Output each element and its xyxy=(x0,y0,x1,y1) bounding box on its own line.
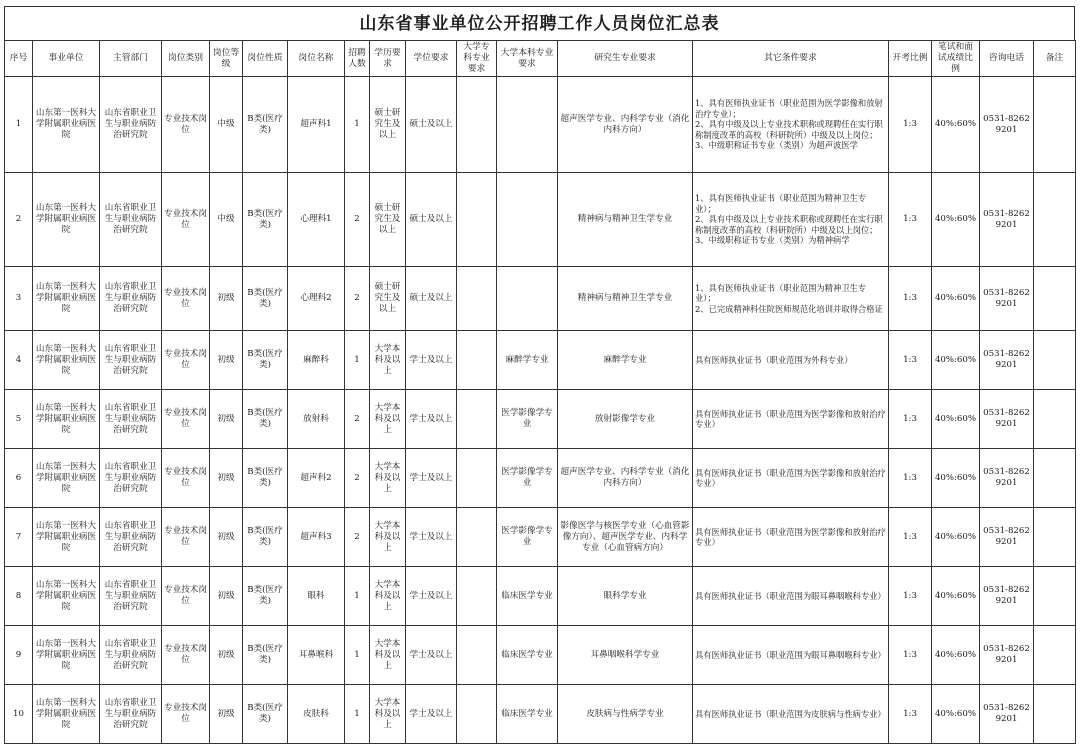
college-major-cell xyxy=(457,267,497,331)
score-ratio-cell: 40%:60% xyxy=(932,77,980,173)
count-cell: 1 xyxy=(345,331,370,390)
level-cell: 初级 xyxy=(210,267,243,331)
table-row xyxy=(5,449,1076,508)
level-cell: 初级 xyxy=(210,626,243,685)
exam-ratio-cell: 1:3 xyxy=(889,173,932,267)
college-major-cell xyxy=(457,449,497,508)
other-requirements-cell: 具有医师执业证书（职业范围为眼耳鼻咽喉科专业） xyxy=(693,567,889,626)
level-cell: 初级 xyxy=(210,390,243,449)
level-cell: 初级 xyxy=(210,449,243,508)
row-number: 7 xyxy=(5,508,33,567)
graduate-major-cell: 精神病与精神卫生学专业 xyxy=(558,267,693,331)
score-ratio-cell: 40%:60% xyxy=(932,173,980,267)
dept-cell: 山东省职业卫生与职业病防治研究院 xyxy=(100,390,162,449)
note-cell xyxy=(1034,173,1076,267)
bachelor-major-cell: 临床医学专业 xyxy=(497,567,558,626)
bachelor-major-cell: 麻醉学专业 xyxy=(497,331,558,390)
bachelor-major-cell xyxy=(497,77,558,173)
post-name-cell: 皮肤科 xyxy=(288,685,345,744)
phone-cell: 0531-82629201 xyxy=(980,77,1034,173)
post-name-cell: 心理科1 xyxy=(288,173,345,267)
college-major-cell xyxy=(457,508,497,567)
phone-cell: 0531-82629201 xyxy=(980,173,1034,267)
graduate-major-cell: 麻醉学专业 xyxy=(558,331,693,390)
phone-cell: 0531-82629201 xyxy=(980,331,1034,390)
degree-cell: 学士及以上 xyxy=(406,390,457,449)
note-cell xyxy=(1034,267,1076,331)
graduate-major-cell: 耳鼻咽喉科学专业 xyxy=(558,626,693,685)
dept-cell: 山东省职业卫生与职业病防治研究院 xyxy=(100,267,162,331)
header-cell: 研究生专业要求 xyxy=(558,41,693,77)
unit-cell: 山东第一医科大学附属职业病医院 xyxy=(33,567,100,626)
category-cell: 专业技术岗位 xyxy=(162,77,210,173)
header-cell: 岗位性质 xyxy=(243,41,288,77)
nature-cell: B类(医疗类) xyxy=(243,77,288,173)
note-cell xyxy=(1034,685,1076,744)
phone-cell: 0531-82629201 xyxy=(980,567,1034,626)
count-cell: 2 xyxy=(345,449,370,508)
nature-cell: B类(医疗类) xyxy=(243,449,288,508)
row-number: 9 xyxy=(5,626,33,685)
nature-cell: B类(医疗类) xyxy=(243,173,288,267)
header-cell: 其它条件要求 xyxy=(693,41,889,77)
dept-cell: 山东省职业卫生与职业病防治研究院 xyxy=(100,173,162,267)
bachelor-major-cell: 医学影像学专业 xyxy=(497,508,558,567)
score-ratio-cell: 40%:60% xyxy=(932,508,980,567)
score-ratio-cell: 40%:60% xyxy=(932,626,980,685)
header-row xyxy=(5,41,1076,77)
header-cell: 事业单位 xyxy=(33,41,100,77)
other-requirements-cell: 1、具有医师执业证书（职业范围为精神卫生专业）； 2、已完成精神科住院医师规范化培训并取得合格证 xyxy=(693,267,889,331)
post-name-cell: 心理科2 xyxy=(288,267,345,331)
degree-cell: 学士及以上 xyxy=(406,508,457,567)
other-requirements-cell: 具有医师执业证书（职业范围为皮肤病与性病专业） xyxy=(693,685,889,744)
dept-cell: 山东省职业卫生与职业病防治研究院 xyxy=(100,331,162,390)
table-row xyxy=(5,626,1076,685)
college-major-cell xyxy=(457,173,497,267)
unit-cell: 山东第一医科大学附属职业病医院 xyxy=(33,173,100,267)
nature-cell: B类(医疗类) xyxy=(243,390,288,449)
score-ratio-cell: 40%:60% xyxy=(932,331,980,390)
table-row xyxy=(5,173,1076,267)
exam-ratio-cell: 1:3 xyxy=(889,331,932,390)
table-row xyxy=(5,685,1076,744)
count-cell: 2 xyxy=(345,508,370,567)
header-cell: 学位要求 xyxy=(406,41,457,77)
score-ratio-cell: 40%:60% xyxy=(932,267,980,331)
education-cell: 大学本科及以上 xyxy=(370,449,406,508)
exam-ratio-cell: 1:3 xyxy=(889,267,932,331)
college-major-cell xyxy=(457,77,497,173)
degree-cell: 硕士及以上 xyxy=(406,267,457,331)
graduate-major-cell: 超声医学专业、内科学专业（消化内科方向） xyxy=(558,449,693,508)
graduate-major-cell: 眼科学专业 xyxy=(558,567,693,626)
header-cell: 笔试和面试成绩比例 xyxy=(932,41,980,77)
category-cell: 专业技术岗位 xyxy=(162,267,210,331)
table-row xyxy=(5,390,1076,449)
dept-cell: 山东省职业卫生与职业病防治研究院 xyxy=(100,685,162,744)
category-cell: 专业技术岗位 xyxy=(162,626,210,685)
page-title: 山东省事业单位公开招聘工作人员岗位汇总表 xyxy=(4,6,1075,40)
row-number: 4 xyxy=(5,331,33,390)
level-cell: 初级 xyxy=(210,331,243,390)
category-cell: 专业技术岗位 xyxy=(162,173,210,267)
note-cell xyxy=(1034,77,1076,173)
degree-cell: 硕士及以上 xyxy=(406,173,457,267)
education-cell: 大学本科及以上 xyxy=(370,567,406,626)
exam-ratio-cell: 1:3 xyxy=(889,626,932,685)
education-cell: 大学本科及以上 xyxy=(370,390,406,449)
unit-cell: 山东第一医科大学附属职业病医院 xyxy=(33,626,100,685)
education-cell: 大学本科及以上 xyxy=(370,685,406,744)
phone-cell: 0531-82629201 xyxy=(980,267,1034,331)
nature-cell: B类(医疗类) xyxy=(243,567,288,626)
table-row xyxy=(5,331,1076,390)
college-major-cell xyxy=(457,390,497,449)
header-cell: 咨询电话 xyxy=(980,41,1034,77)
exam-ratio-cell: 1:3 xyxy=(889,567,932,626)
category-cell: 专业技术岗位 xyxy=(162,567,210,626)
row-number: 8 xyxy=(5,567,33,626)
dept-cell: 山东省职业卫生与职业病防治研究院 xyxy=(100,449,162,508)
bachelor-major-cell: 临床医学专业 xyxy=(497,626,558,685)
category-cell: 专业技术岗位 xyxy=(162,685,210,744)
nature-cell: B类(医疗类) xyxy=(243,626,288,685)
education-cell: 大学本科及以上 xyxy=(370,626,406,685)
phone-cell: 0531-82629201 xyxy=(980,390,1034,449)
other-requirements-cell: 具有医师执业证书（职业范围为医学影像和放射治疗专业） xyxy=(693,449,889,508)
education-cell: 硕士研究生及以上 xyxy=(370,267,406,331)
category-cell: 专业技术岗位 xyxy=(162,449,210,508)
header-cell: 备注 xyxy=(1034,41,1076,77)
other-requirements-cell: 具有医师执业证书（职业范围为医学影像和放射治疗专业） xyxy=(693,508,889,567)
count-cell: 1 xyxy=(345,567,370,626)
other-requirements-cell: 具有医师执业证书（职业范围为眼耳鼻咽喉科专业） xyxy=(693,626,889,685)
education-cell: 大学本科及以上 xyxy=(370,508,406,567)
post-name-cell: 眼科 xyxy=(288,567,345,626)
other-requirements-cell: 1、具有医师执业证书（职业范围为医学影像和放射治疗专业）； 2、具有中级及以上专业技术职称或现聘任在实行职称制度改革的高校（科研院所）中级及以上岗位； 3、中级职称证书专业（类别）为超声波医学 xyxy=(693,77,889,173)
college-major-cell xyxy=(457,626,497,685)
row-number: 1 xyxy=(5,77,33,173)
row-number: 2 xyxy=(5,173,33,267)
note-cell xyxy=(1034,449,1076,508)
count-cell: 1 xyxy=(345,77,370,173)
table-row xyxy=(5,508,1076,567)
post-name-cell: 耳鼻喉科 xyxy=(288,626,345,685)
note-cell xyxy=(1034,626,1076,685)
post-name-cell: 超声科1 xyxy=(288,77,345,173)
exam-ratio-cell: 1:3 xyxy=(889,508,932,567)
header-cell: 岗位名称 xyxy=(288,41,345,77)
degree-cell: 学士及以上 xyxy=(406,567,457,626)
note-cell xyxy=(1034,508,1076,567)
phone-cell: 0531-82629201 xyxy=(980,685,1034,744)
exam-ratio-cell: 1:3 xyxy=(889,449,932,508)
dept-cell: 山东省职业卫生与职业病防治研究院 xyxy=(100,626,162,685)
phone-cell: 0531-82629201 xyxy=(980,449,1034,508)
phone-cell: 0531-82629201 xyxy=(980,626,1034,685)
graduate-major-cell: 皮肤病与性病学专业 xyxy=(558,685,693,744)
post-name-cell: 超声科3 xyxy=(288,508,345,567)
graduate-major-cell: 超声医学专业、内科学专业（消化内科方向） xyxy=(558,77,693,173)
header-cell: 大学本科专业要求 xyxy=(497,41,558,77)
level-cell: 中级 xyxy=(210,77,243,173)
table-row xyxy=(5,77,1076,173)
bachelor-major-cell: 医学影像学专业 xyxy=(497,449,558,508)
unit-cell: 山东第一医科大学附属职业病医院 xyxy=(33,449,100,508)
degree-cell: 学士及以上 xyxy=(406,626,457,685)
header-cell: 招聘人数 xyxy=(345,41,370,77)
post-name-cell: 放射科 xyxy=(288,390,345,449)
graduate-major-cell: 放射影像学专业 xyxy=(558,390,693,449)
unit-cell: 山东第一医科大学附属职业病医院 xyxy=(33,77,100,173)
degree-cell: 学士及以上 xyxy=(406,685,457,744)
count-cell: 2 xyxy=(345,267,370,331)
dept-cell: 山东省职业卫生与职业病防治研究院 xyxy=(100,77,162,173)
exam-ratio-cell: 1:3 xyxy=(889,77,932,173)
bachelor-major-cell: 医学影像学专业 xyxy=(497,390,558,449)
score-ratio-cell: 40%:60% xyxy=(932,449,980,508)
dept-cell: 山东省职业卫生与职业病防治研究院 xyxy=(100,508,162,567)
nature-cell: B类(医疗类) xyxy=(243,685,288,744)
unit-cell: 山东第一医科大学附属职业病医院 xyxy=(33,508,100,567)
row-number: 3 xyxy=(5,267,33,331)
category-cell: 专业技术岗位 xyxy=(162,331,210,390)
note-cell xyxy=(1034,567,1076,626)
score-ratio-cell: 40%:60% xyxy=(932,567,980,626)
degree-cell: 学士及以上 xyxy=(406,331,457,390)
row-number: 5 xyxy=(5,390,33,449)
unit-cell: 山东第一医科大学附属职业病医院 xyxy=(33,390,100,449)
education-cell: 硕士研究生及以上 xyxy=(370,77,406,173)
level-cell: 中级 xyxy=(210,173,243,267)
other-requirements-cell: 1、具有医师执业证书（职业范围为精神卫生专业）； 2、具有中级及以上专业技术职称或现聘任在实行职称制度改革的高校（科研院所）中级及以上岗位； 3、中级职称证书专业（类别）为精神病学 xyxy=(693,173,889,267)
count-cell: 2 xyxy=(345,173,370,267)
category-cell: 专业技术岗位 xyxy=(162,508,210,567)
header-cell: 开考比例 xyxy=(889,41,932,77)
education-cell: 硕士研究生及以上 xyxy=(370,173,406,267)
note-cell xyxy=(1034,331,1076,390)
bachelor-major-cell xyxy=(497,173,558,267)
count-cell: 1 xyxy=(345,626,370,685)
bachelor-major-cell: 临床医学专业 xyxy=(497,685,558,744)
category-cell: 专业技术岗位 xyxy=(162,390,210,449)
exam-ratio-cell: 1:3 xyxy=(889,390,932,449)
header-cell: 学历要求 xyxy=(370,41,406,77)
header-cell: 岗位类别 xyxy=(162,41,210,77)
score-ratio-cell: 40%:60% xyxy=(932,685,980,744)
post-name-cell: 麻醉科 xyxy=(288,331,345,390)
header-cell: 岗位等级 xyxy=(210,41,243,77)
table-row xyxy=(5,567,1076,626)
row-number: 6 xyxy=(5,449,33,508)
header-cell: 主管部门 xyxy=(100,41,162,77)
degree-cell: 硕士及以上 xyxy=(406,77,457,173)
nature-cell: B类(医疗类) xyxy=(243,331,288,390)
college-major-cell xyxy=(457,567,497,626)
other-requirements-cell: 具有医师执业证书（职业范围为外科专业） xyxy=(693,331,889,390)
unit-cell: 山东第一医科大学附属职业病医院 xyxy=(33,331,100,390)
college-major-cell xyxy=(457,331,497,390)
college-major-cell xyxy=(457,685,497,744)
score-ratio-cell: 40%:60% xyxy=(932,390,980,449)
degree-cell: 学士及以上 xyxy=(406,449,457,508)
phone-cell: 0531-82629201 xyxy=(980,508,1034,567)
graduate-major-cell: 精神病与精神卫生学专业 xyxy=(558,173,693,267)
post-name-cell: 超声科2 xyxy=(288,449,345,508)
document-sheet xyxy=(4,6,1075,745)
level-cell: 初级 xyxy=(210,508,243,567)
nature-cell: B类(医疗类) xyxy=(243,508,288,567)
dept-cell: 山东省职业卫生与职业病防治研究院 xyxy=(100,567,162,626)
note-cell xyxy=(1034,390,1076,449)
count-cell: 2 xyxy=(345,390,370,449)
job-positions-table xyxy=(4,40,1076,744)
table-row xyxy=(5,267,1076,331)
level-cell: 初级 xyxy=(210,567,243,626)
nature-cell: B类(医疗类) xyxy=(243,267,288,331)
graduate-major-cell: 影像医学与核医学专业（心血管影像方向）、超声医学专业、内科学专业（心血管病方向） xyxy=(558,508,693,567)
count-cell: 1 xyxy=(345,685,370,744)
header-cell: 大学专科专业要求 xyxy=(457,41,497,77)
other-requirements-cell: 具有医师执业证书（职业范围为医学影像和放射治疗专业） xyxy=(693,390,889,449)
row-number: 10 xyxy=(5,685,33,744)
level-cell: 初级 xyxy=(210,685,243,744)
header-cell: 序号 xyxy=(5,41,33,77)
unit-cell: 山东第一医科大学附属职业病医院 xyxy=(33,267,100,331)
bachelor-major-cell xyxy=(497,267,558,331)
unit-cell: 山东第一医科大学附属职业病医院 xyxy=(33,685,100,744)
education-cell: 大学本科及以上 xyxy=(370,331,406,390)
exam-ratio-cell: 1:3 xyxy=(889,685,932,744)
